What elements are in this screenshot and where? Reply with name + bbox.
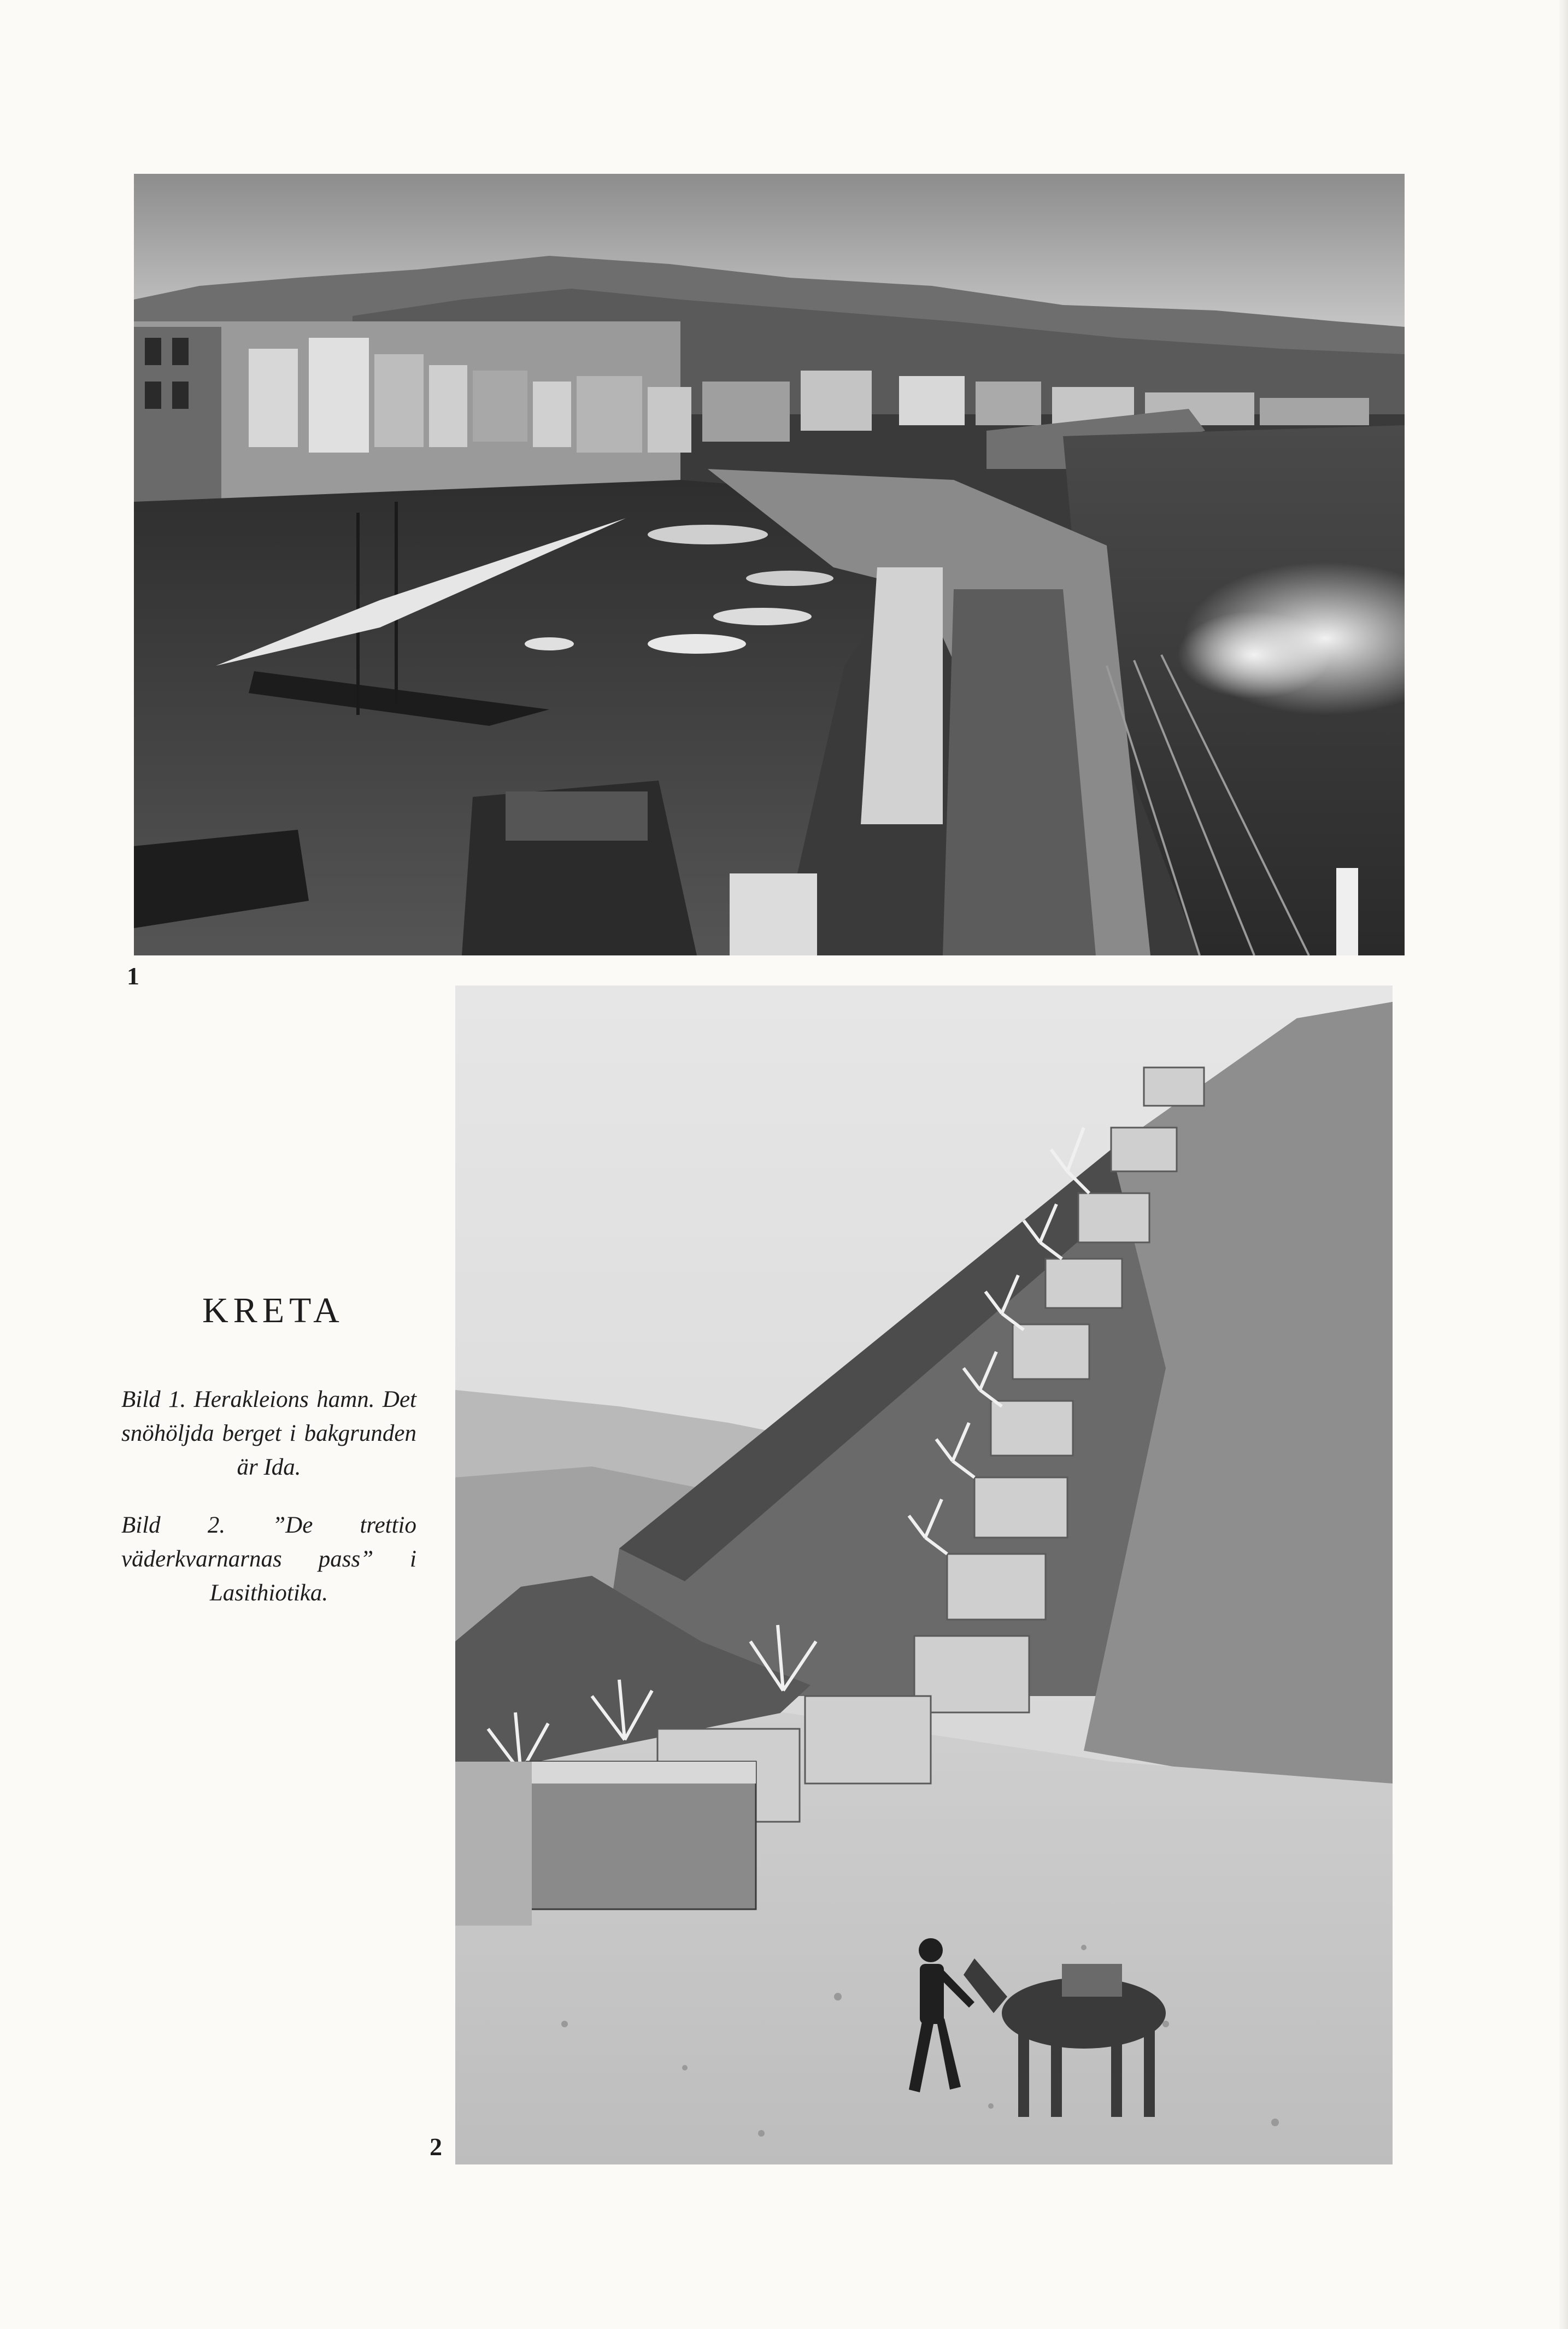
windmill-pass-photo <box>455 985 1393 2164</box>
page-title: KRETA <box>202 1290 344 1330</box>
harbour-photo <box>134 174 1405 955</box>
figure-number: 1 <box>127 962 139 990</box>
caption-figure-1: Bild 1. Herakleions hamn. Det snöhöljda berget i bakgrunden är Ida. <box>121 1387 416 1480</box>
figure-number: 2 <box>430 2133 442 2161</box>
caption-figure-2: Bild 2. ”De trettio väderkvarnarnas pass” i Lasithiotika. <box>121 1512 416 1606</box>
page-edge <box>1558 0 1568 2329</box>
